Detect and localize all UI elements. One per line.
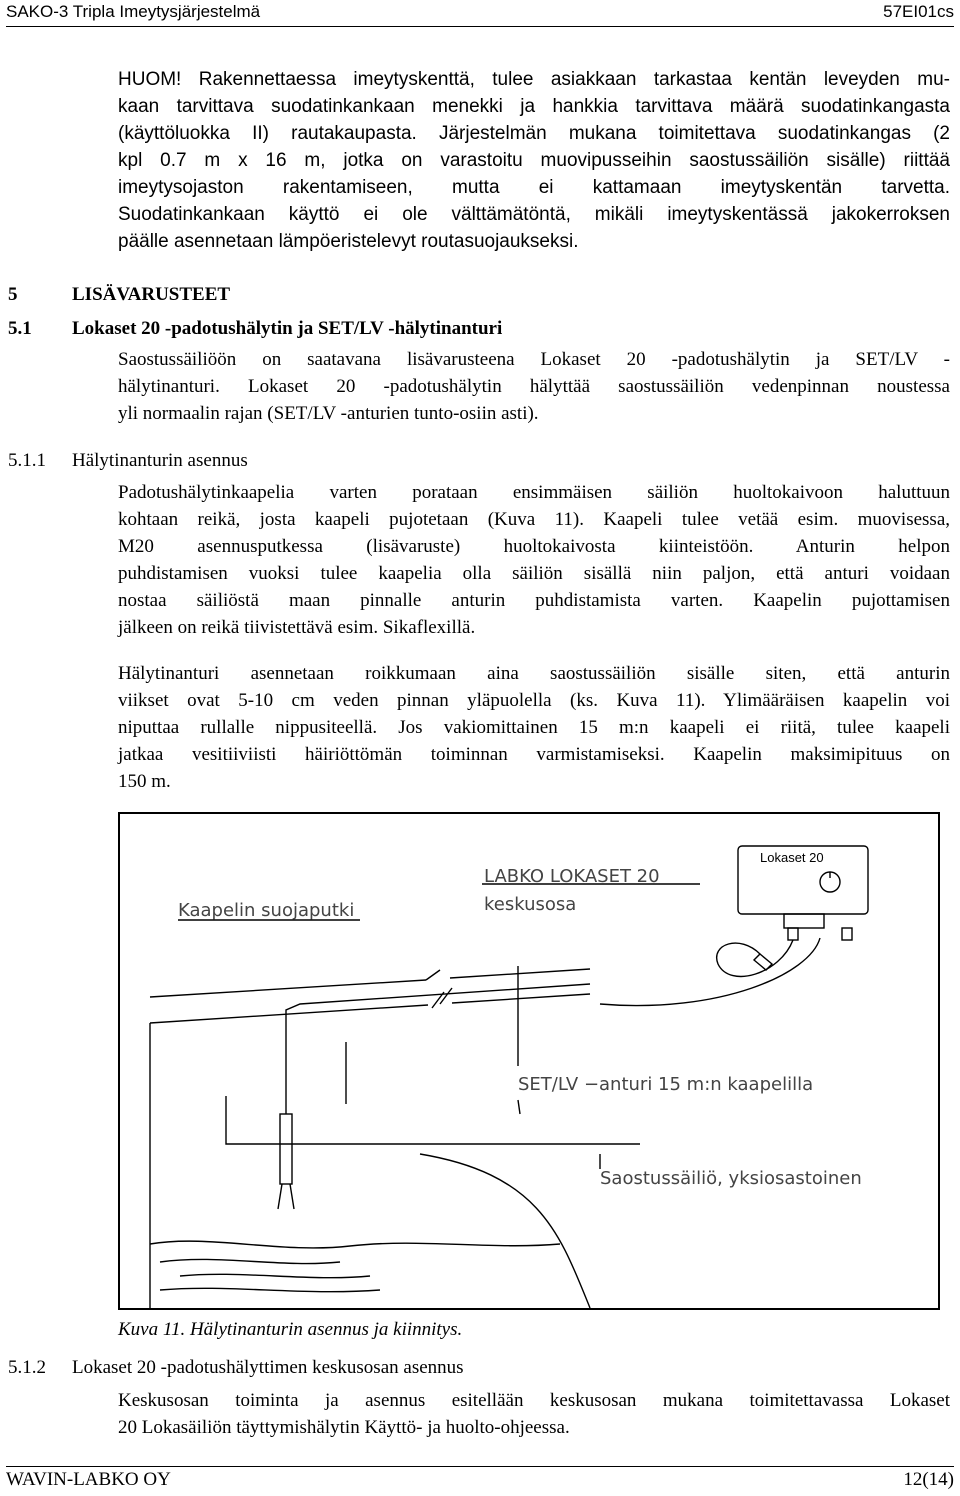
section-5-number: 5 [8, 284, 18, 305]
note-line: kpl 0.7 m x 16 m, jotka on varastoitu muovipusseihin saostussäiliön sisälle) riittää [118, 150, 950, 171]
section-5-1-1-paragraph-1 [118, 479, 950, 641]
sensor-cable [600, 938, 820, 1006]
section-5-1-title: Lokaset 20 -padotushälytin ja SET/LV -hälytinanturi [72, 318, 503, 339]
paragraph-line: Padotushälytinkaapelia varten porataan ensimmäisen säiliön huoltokaivoon haluttuun [118, 482, 950, 503]
paragraph-line: puhdistamisen vuoksi tulee kaapelia olla säiliön sisällä niin paljon, että anturi voidaan [118, 563, 950, 584]
section-5-1-1-title: Hälytinanturin asennus [72, 450, 248, 471]
sensor-label: SET/LV −anturi 15 m:n kaapelilla [518, 1074, 814, 1095]
section-5-1-number: 5.1 [8, 318, 32, 339]
cable-gland-left [788, 928, 798, 940]
paragraph-line: 20 Lokasäiliön täyttymishälytin Käyttö- ja huolto-ohjeessa. [118, 1417, 570, 1438]
paragraph-line: Hälytinanturi asennetaan roikkumaan aina saostussäiliön sisälle siten, että anturin [118, 663, 950, 684]
pipe-top-edge-right [450, 969, 590, 978]
paragraph-line: Keskusosan toiminta ja asennus esitellään keskusosan mukana toimitettavassa Lokaset [118, 1390, 950, 1411]
note-line: päälle asennetaan lämpöeristelevyt routasuojaukseksi. [118, 231, 579, 252]
footer-page-number: 12(14) [903, 1469, 954, 1490]
note-line: kaan tarvittava suodatinkankaan menekki ja hankkia tarvittava määrä suodatinkangasta [118, 96, 950, 117]
note-line: imeytysojaston rakentamiseen, mutta ei kattamaan imeytyskentän tarvetta. [118, 177, 950, 198]
unit-label-2: keskusosa [484, 894, 577, 915]
note-line: Suodatinkankaan käyttö ei ole välttämätöntä, mikäli imeytyskentässä jakokerroksen [118, 204, 950, 225]
section-5-1-paragraph [118, 346, 950, 427]
installation-diagram [120, 814, 938, 1308]
pipe-bottom-edge [150, 1005, 428, 1023]
paragraph-line: 150 m. [118, 771, 171, 792]
sensor-body [280, 1114, 292, 1184]
page-footer [6, 1466, 954, 1496]
tank-label: Saostussäiliö, yksiosastoinen [600, 1168, 862, 1189]
section-5-1-2-paragraph [118, 1387, 950, 1441]
power-plug [754, 954, 772, 970]
water-line-3 [160, 1288, 380, 1291]
paragraph-line: jatkaa vesitiiviisti häiriöttömän toiminnan varmistamiseksi. Kaapelin maksimipituus on [118, 744, 950, 765]
cable-pipe-label: Kaapelin suojaputki [178, 900, 355, 921]
section-5-title: LISÄVARUSTEET [72, 284, 231, 305]
header-title: SAKO-3 Tripla Imeytysjärjestelmä [6, 2, 261, 21]
paragraph-line: niputtaa rullalle nippusiteellä. Jos vakiomittainen 15 m:n kaapeli ei riitä, tulee kaapeli [118, 717, 950, 738]
installation-figure [118, 812, 940, 1310]
sensor-whisker-1 [278, 1184, 282, 1209]
pipe-break-1 [426, 970, 440, 980]
figure-caption: Kuva 11. Hälytinanturin asennus ja kiinnitys. [118, 1319, 463, 1340]
section-5-1-1-paragraph-2 [118, 660, 950, 795]
note-paragraph [118, 66, 950, 255]
paragraph-line: kohtaan reikä, josta kaapeli pujotetaan (Kuva 11). Kaapeli tulee vetää esim. muovisessa, [118, 509, 950, 530]
note-line: HUOM! Rakennettaessa imeytyskenttä, tulee asiakkaan tarkastaa kentän leveyden mu- [118, 69, 950, 90]
paragraph-line: jälkeen on reikä tiivistettävä esim. Sikaflexillä. [118, 617, 476, 638]
page-header [6, 0, 954, 27]
water-line-2 [180, 1274, 370, 1277]
paragraph-line: nostaa säiliöstä maan pinnalle anturin puhdistamista varten. Kaapelin pujottamisen [118, 590, 950, 611]
pipe-top-edge [150, 980, 426, 997]
note-line: (käyttöluokka II) rautakaupasta. Järjestelmän mukana toimitettava suodatinkangas (2 [118, 123, 950, 144]
footer-company: WAVIN-LABKO OY [6, 1469, 171, 1490]
paragraph-line: M20 asennusputkessa (lisävaruste) huoltokaivosta kiinteistöön. Anturin helpon [118, 536, 950, 557]
device-label: Lokaset 20 [760, 850, 824, 865]
header-doc-code: 57EI01cs [883, 2, 954, 21]
tank-curve [420, 1154, 590, 1308]
water-surface [150, 1241, 560, 1248]
section-5-1-2-title: Lokaset 20 -padotushälyttimen keskusosan asennus [72, 1357, 464, 1378]
tank-lid [226, 1096, 640, 1144]
paragraph-line: hälytinanturi. Lokaset 20 -padotushälytin hälyttää saostussäiliön vedenpinnan noustessa [118, 376, 950, 397]
unit-label-1: LABKO LOKASET 20 [484, 866, 660, 887]
paragraph-line: yli normaalin rajan (SET/LV -anturien tunto-osiin asti). [118, 403, 539, 424]
cable-gland-right [842, 928, 852, 940]
water-line-1 [160, 1259, 340, 1263]
sensor-whisker-2 [290, 1184, 294, 1209]
paragraph-line: Saostussäiliöön on saatavana lisävarusteena Lokaset 20 -padotushälytin ja SET/LV - [118, 349, 950, 370]
section-5-1-2-number: 5.1.2 [8, 1357, 46, 1378]
paragraph-line: viikset ovat 5-10 cm veden pinnan yläpuolella (ks. Kuva 11). Ylimääräisen kaapelin voi [118, 690, 950, 711]
central-unit-base [784, 914, 824, 928]
section-5-1-1-number: 5.1.1 [8, 450, 46, 471]
pipe-bottom-edge-right [452, 994, 590, 1003]
